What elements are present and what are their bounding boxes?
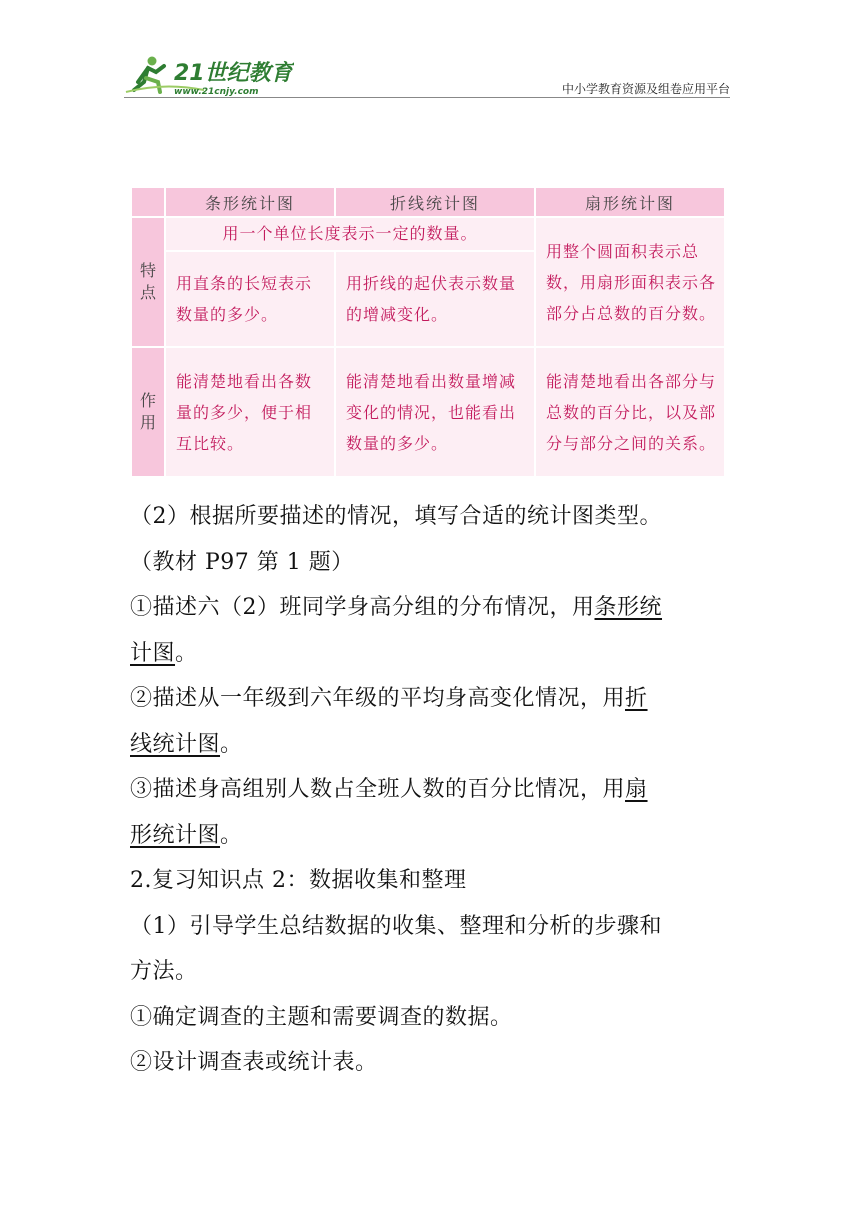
- answer-item-1-fill: 条形统: [594, 595, 663, 620]
- header-divider: [124, 97, 730, 98]
- table-corner: [131, 187, 165, 217]
- feature-line-cell: 用折线的起伏表示数量的增减变化。: [335, 251, 535, 347]
- row-header-features: [131, 217, 165, 347]
- table-row-features-shared: [131, 217, 725, 251]
- table-row-usage: [131, 347, 725, 477]
- feature-bar-cell: 用直条的长短表示数量的多少。: [165, 251, 335, 347]
- logo-graphic: [124, 52, 294, 98]
- platform-title: 中小学教育资源及组卷应用平台: [561, 82, 730, 96]
- row-header-features-label: 特点: [140, 261, 157, 302]
- answer-item-2-end: 。: [220, 731, 243, 757]
- answer-item-3-fill: 扇: [625, 777, 648, 802]
- chart-comparison-table: [130, 186, 726, 478]
- answer-item-2: [130, 676, 736, 722]
- answer-item-1-text: ①描述六（2）班同学身高分组的分布情况，用: [130, 595, 595, 620]
- logo-url: www.21cnjy.com: [174, 87, 259, 97]
- step-1: ①确定调查的主题和需要调查的数据。: [130, 1004, 513, 1030]
- table-header-row: [131, 187, 725, 217]
- answer-item-2-text: ②描述从一年级到六年级的平均身高变化情况，用: [130, 686, 626, 711]
- answer-item-2-fill-cont: 线统计图: [130, 731, 221, 757]
- document-body: [130, 494, 736, 1086]
- answer-item-2-cont: [130, 722, 736, 768]
- page-header: [124, 52, 730, 100]
- usage-line-cell: 能清楚地看出数量增减变化的情况，也能看出数量的多少。: [335, 347, 535, 477]
- col-header-bar: 条形统计图: [165, 187, 335, 217]
- answer-item-2-fill: 折: [625, 686, 648, 711]
- question-2: （2）根据所要描述的情况，填写合适的统计图类型。: [130, 504, 662, 529]
- answer-item-1-fill-cont: 计图: [130, 640, 176, 666]
- answer-item-1-end: 。: [175, 640, 198, 666]
- usage-pie-cell: 能清楚地看出各部分与总数的百分比，以及部分与部分之间的关系。: [535, 347, 725, 477]
- answer-item-1-cont: [130, 631, 736, 677]
- section-heading-point-2: 2.复习知识点 2：数据收集和整理: [130, 868, 467, 893]
- usage-bar-cell: 能清楚地看出各数量的多少，便于相互比较。: [165, 347, 335, 477]
- answer-item-1: [130, 585, 736, 631]
- answer-item-3: [130, 767, 736, 813]
- feature-pie-cell: 用整个圆面积表示总数，用扇形面积表示各部分占总数的百分数。: [535, 217, 725, 347]
- answer-item-3-fill-cont: 形统计图: [130, 822, 221, 848]
- feature-shared-cell: 用一个单位长度表示一定的数量。: [165, 217, 535, 251]
- answer-item-3-cont: [130, 813, 736, 859]
- answer-item-3-end: 。: [220, 822, 243, 848]
- row-header-usage-label: 作用: [140, 391, 157, 432]
- paragraph-1-line-1: （1）引导学生总结数据的收集、整理和分析的步骤和: [130, 913, 662, 939]
- logo-wordmark: 21世纪教育: [174, 61, 293, 86]
- paragraph-1-line-2: 方法。: [130, 959, 198, 984]
- col-header-line: 折线统计图: [335, 187, 535, 217]
- site-logo: [124, 52, 294, 98]
- answer-item-3-text: ③描述身高组别人数占全班人数的百分比情况，用: [130, 777, 626, 802]
- col-header-pie: 扇形统计图: [535, 187, 725, 217]
- step-2: ②设计调查表或统计表。: [130, 1050, 378, 1075]
- question-2-source: （教材 P97 第 1 题）: [130, 549, 354, 575]
- row-header-usage: [131, 347, 165, 477]
